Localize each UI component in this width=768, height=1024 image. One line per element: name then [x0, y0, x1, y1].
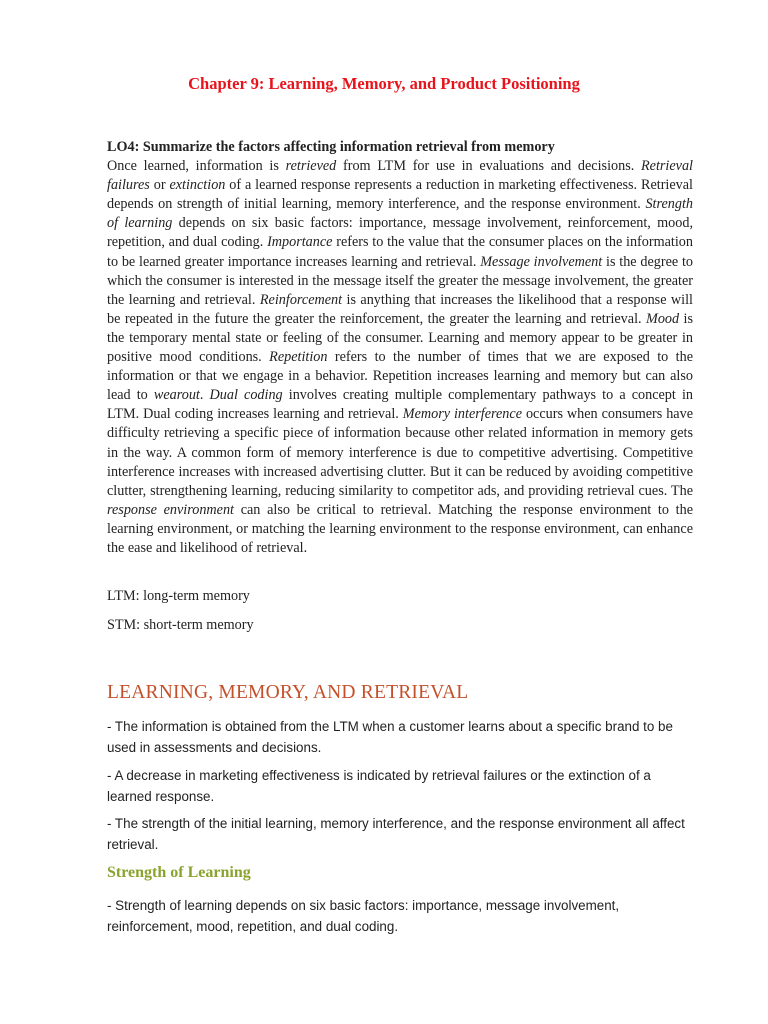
italic-term: Importance: [267, 234, 333, 251]
paragraph-text: involves creating multiple complementary pathways to a concept in LTM. Dual coding increases learning and retrieval.: [107, 387, 693, 423]
paragraph-text: is the degree to which the consumer is interested in the message itself the greater the message involvement, the greater the learning and retrieval.: [107, 253, 694, 308]
italic-term: retrieved: [285, 158, 337, 175]
italic-term: Reinforcement: [259, 291, 343, 308]
italic-term: Repetition: [269, 349, 328, 366]
learning-objective-paragraph: [107, 157, 693, 558]
bullet-item: - The information is obtained from the LTM when a customer learns about a specific brand to be used in assessments and decisions.: [107, 719, 673, 755]
italic-term: wearout: [153, 387, 200, 404]
paragraph-text: from LTM for use in evaluations and decisions.: [336, 158, 641, 175]
paragraph-text: can also be critical to retrieval. Matching the response environment to the learning environment, or matching the learning environment to the response environment, can enhance the ease and likelihood of retrieval.: [107, 501, 693, 556]
italic-term: Retrieval failures: [107, 158, 693, 194]
paragraph-text: depends on six basic factors: importance, message involvement, reinforcement, mood, repetition, and dual coding.: [107, 215, 694, 251]
paragraph-text: occurs when consumers have difficulty retrieving a specific piece of information because other related information in memory gets in the way. A common form of memory interference is due to competitive advertising. Competitive interference increases with increased advertising clutter. But it can be reduced by avoiding competitive clutter, strengthening learning, reducing similarity to competitor ads, and providing retrieval cues. The: [107, 406, 693, 499]
italic-term: Mood: [646, 310, 680, 327]
paragraph-text: is anything that increases the likelihood that a response will be repeated in the future the greater the reinforcement, the greater the learning and retrieval.: [107, 291, 694, 327]
italic-term: extinction: [169, 177, 226, 194]
learning-objective-heading: LO4: Summarize the factors affecting information retrieval from memory: [107, 139, 555, 155]
subheading-strength-of-learning: Strength of Learning: [107, 864, 251, 881]
paragraph-text: or: [149, 177, 170, 194]
paragraph-text: refers to the value that the consumer places on the information to be learned greater importance increases learning and retrieval.: [107, 234, 693, 270]
abbreviation-ltm: LTM: long-term memory: [107, 588, 250, 604]
italic-term: Dual coding: [209, 387, 283, 404]
paragraph-text: of a learned response represents a reduction in marketing effectiveness. Retrieval depends on strength of initial learning, memory interference, and the response environment.: [107, 177, 693, 213]
abbreviation-stm: STM: short-term memory: [107, 617, 254, 633]
paragraph-text: refers to the number of times that we are exposed to the information or that we engage in a behavior. Repetition increases learning and memory but can also lead to: [107, 349, 694, 404]
learning-objective-block: [107, 138, 693, 558]
bullet-item: - A decrease in marketing effectiveness is indicated by retrieval failures or the extinction of a learned response.: [107, 768, 651, 804]
italic-term: Memory interference: [402, 406, 522, 423]
section-heading: LEARNING, MEMORY, AND RETRIEVAL: [107, 682, 469, 703]
bullet-item: - The strength of the initial learning, memory interference, and the response environment all affect retrieval.: [107, 816, 685, 852]
italic-term: Strength of learning: [107, 196, 693, 232]
paragraph-text: Once learned, information is: [107, 158, 286, 175]
paragraph-text: .: [199, 387, 210, 404]
paragraph-text: is the temporary mental state or feeling of the consumer. Learning and memory appear to be greater in positive mood conditions.: [107, 310, 693, 366]
sub-bullet-item: - Strength of learning depends on six basic factors: importance, message involvement, reinforcement, mood, repetition, and dual coding.: [107, 898, 620, 934]
italic-term: response environment: [107, 501, 235, 518]
chapter-title: Chapter 9: Learning, Memory, and Product Positioning: [188, 74, 580, 93]
italic-term: Message involvement: [480, 253, 603, 270]
